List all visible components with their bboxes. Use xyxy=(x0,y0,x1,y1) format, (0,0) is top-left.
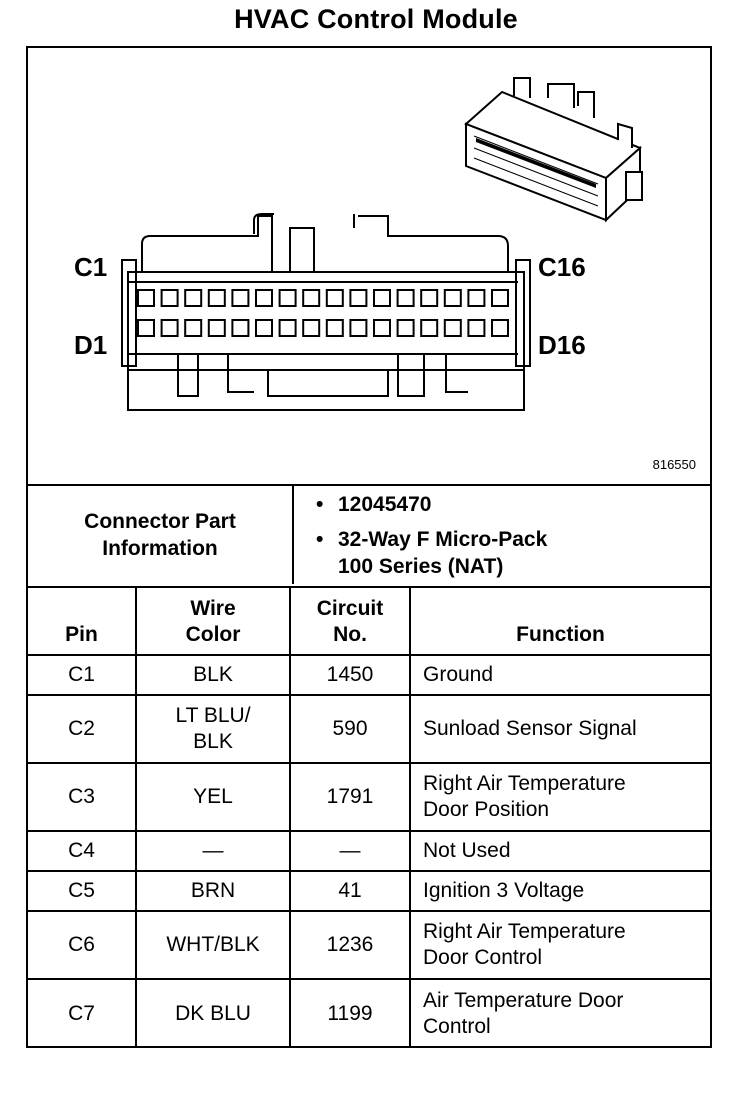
pin-cavity xyxy=(468,320,484,336)
cell-wire-color xyxy=(136,911,290,979)
cell-wire-color xyxy=(136,763,290,831)
bullet-marker: • xyxy=(316,527,324,551)
hvac-connector-frame xyxy=(26,46,712,1048)
pin-cavity xyxy=(280,290,296,306)
cell-function-text: Door Control xyxy=(423,946,543,969)
cell-pin xyxy=(28,979,136,1047)
pin-cavity xyxy=(445,290,461,306)
table-row xyxy=(28,979,710,1047)
cell-circuit-text: 1791 xyxy=(326,785,374,808)
cell-function xyxy=(410,695,710,763)
cell-function xyxy=(410,655,710,695)
pin-cavity xyxy=(185,320,201,336)
cell-circuit xyxy=(290,831,410,871)
page-title: HVAC Control Module xyxy=(234,4,518,34)
pin-cavity xyxy=(327,320,343,336)
pin-cavity xyxy=(138,320,154,336)
cell-function xyxy=(410,911,710,979)
cell-pin-text: C6 xyxy=(68,933,95,956)
table-row xyxy=(28,655,710,695)
label-c16: C16 xyxy=(538,252,586,282)
pin-cavity xyxy=(492,290,508,306)
pin-cavity xyxy=(256,320,272,336)
cell-function-text: Not Used xyxy=(423,839,511,862)
pin-cavity xyxy=(350,320,366,336)
header-wire-color-line2: Color xyxy=(185,623,241,646)
cell-pin xyxy=(28,655,136,695)
connector-info-values xyxy=(293,485,710,584)
pin-cavity xyxy=(398,290,414,306)
cell-function-text: Door Position xyxy=(423,798,550,821)
header-function: Function xyxy=(410,587,710,655)
cell-pin xyxy=(28,831,136,871)
cell-wire-color-text: — xyxy=(202,839,224,862)
cell-circuit xyxy=(290,871,410,911)
header-circuit xyxy=(290,587,410,655)
connector-info-label-line1: Connector Part xyxy=(84,510,236,533)
pin-cavity xyxy=(232,320,248,336)
label-d1: D1 xyxy=(74,330,108,360)
pin-cavity xyxy=(421,290,437,306)
cell-pin xyxy=(28,871,136,911)
cell-pin-text: C1 xyxy=(68,663,95,686)
pin-cavity xyxy=(209,320,225,336)
pin-cavity xyxy=(185,290,201,306)
header-pin: Pin xyxy=(28,587,136,655)
table-row xyxy=(28,871,710,911)
pin-cavity xyxy=(138,290,154,306)
header-wire-color-line1: Wire xyxy=(190,597,236,620)
cell-function xyxy=(410,763,710,831)
connector-info-label-line2: Information xyxy=(102,537,218,560)
bullet-marker: • xyxy=(316,492,324,516)
pin-cavity xyxy=(398,320,414,336)
pin-cavity xyxy=(327,290,343,306)
figure-number: 816550 xyxy=(652,457,696,472)
header-circuit-line1: Circuit xyxy=(316,597,384,620)
cell-wire-color-text: BLK xyxy=(193,730,233,753)
label-d16: D16 xyxy=(538,330,586,360)
table-row xyxy=(28,831,710,871)
connector-diagram xyxy=(28,48,710,484)
cell-wire-color xyxy=(136,655,290,695)
cell-pin xyxy=(28,763,136,831)
cell-circuit xyxy=(290,655,410,695)
cell-wire-color-text: YEL xyxy=(193,785,233,808)
connector-description-line2: 100 Series (NAT) xyxy=(338,554,504,578)
cell-function xyxy=(410,979,710,1047)
cell-circuit xyxy=(290,695,410,763)
cell-function-text: Ground xyxy=(423,663,494,686)
pin-cavity xyxy=(303,320,319,336)
cell-wire-color-text: BRN xyxy=(190,879,236,902)
pin-cavity xyxy=(374,320,390,336)
cell-pin xyxy=(28,695,136,763)
cell-circuit-text: 1236 xyxy=(326,933,374,956)
cell-circuit xyxy=(290,979,410,1047)
cell-pin-text: C3 xyxy=(68,785,95,808)
header-circuit-line2: No. xyxy=(333,623,367,646)
pin-cavity xyxy=(232,290,248,306)
cell-pin-text: C2 xyxy=(68,717,95,740)
cell-circuit-text: 1199 xyxy=(327,1001,373,1025)
cell-function-text: Air Temperature Door xyxy=(423,988,624,1012)
part-number: 12045470 xyxy=(338,492,432,516)
pin-cavity xyxy=(350,290,366,306)
cell-circuit xyxy=(290,911,410,979)
pin-cavity xyxy=(374,290,390,306)
table-row xyxy=(28,763,710,831)
connector-illustration xyxy=(28,48,710,484)
cell-wire-color-text: DK BLU xyxy=(175,1001,251,1025)
cell-function-text: Right Air Temperature xyxy=(423,920,626,943)
pin-cavity xyxy=(209,290,225,306)
pin-cavity xyxy=(468,290,484,306)
cell-pin xyxy=(28,911,136,979)
cell-wire-color xyxy=(136,695,290,763)
connector-front-view xyxy=(122,214,530,410)
cell-wire-color-text: LT BLU/ xyxy=(175,704,251,727)
table-row xyxy=(28,695,710,763)
cell-circuit xyxy=(290,763,410,831)
label-c1: C1 xyxy=(74,252,108,282)
cell-wire-color xyxy=(136,831,290,871)
pin-cavity xyxy=(421,320,437,336)
cell-wire-color-text: BLK xyxy=(193,663,233,686)
connector-info-table xyxy=(28,484,710,584)
cell-wire-color xyxy=(136,871,290,911)
cell-function-text: Control xyxy=(423,1014,491,1038)
cell-wire-color-text: WHT/BLK xyxy=(166,933,260,956)
pin-cavity xyxy=(162,320,178,336)
pin-cavity xyxy=(162,290,178,306)
header-wire-color xyxy=(136,587,290,655)
table-row xyxy=(28,911,710,979)
connector-description-line1: 32-Way F Micro-Pack xyxy=(338,527,548,551)
cell-circuit-text: — xyxy=(339,839,361,862)
pin-cavity xyxy=(492,320,508,336)
cell-pin-text: C5 xyxy=(68,879,95,902)
pin-cavity xyxy=(445,320,461,336)
cell-function-text: Ignition 3 Voltage xyxy=(423,879,585,902)
cell-function-text: Sunload Sensor Signal xyxy=(423,717,637,740)
cell-circuit-text: 41 xyxy=(338,879,362,902)
pin-cavity xyxy=(280,320,296,336)
cell-pin-text: C7 xyxy=(68,1001,95,1025)
cell-wire-color xyxy=(136,979,290,1047)
cell-circuit-text: 590 xyxy=(332,717,368,740)
pin-cavity xyxy=(303,290,319,306)
pinout-rows xyxy=(28,655,710,1047)
connector-3d-view xyxy=(466,78,642,220)
pin-cavities xyxy=(138,290,508,336)
cell-function xyxy=(410,871,710,911)
connector-info-label xyxy=(28,485,293,584)
cell-function xyxy=(410,831,710,871)
cell-circuit-text: 1450 xyxy=(326,663,374,686)
cell-pin-text: C4 xyxy=(68,839,95,862)
pin-cavity xyxy=(256,290,272,306)
pinout-table xyxy=(28,586,710,1047)
cell-function-text: Right Air Temperature xyxy=(423,772,626,795)
